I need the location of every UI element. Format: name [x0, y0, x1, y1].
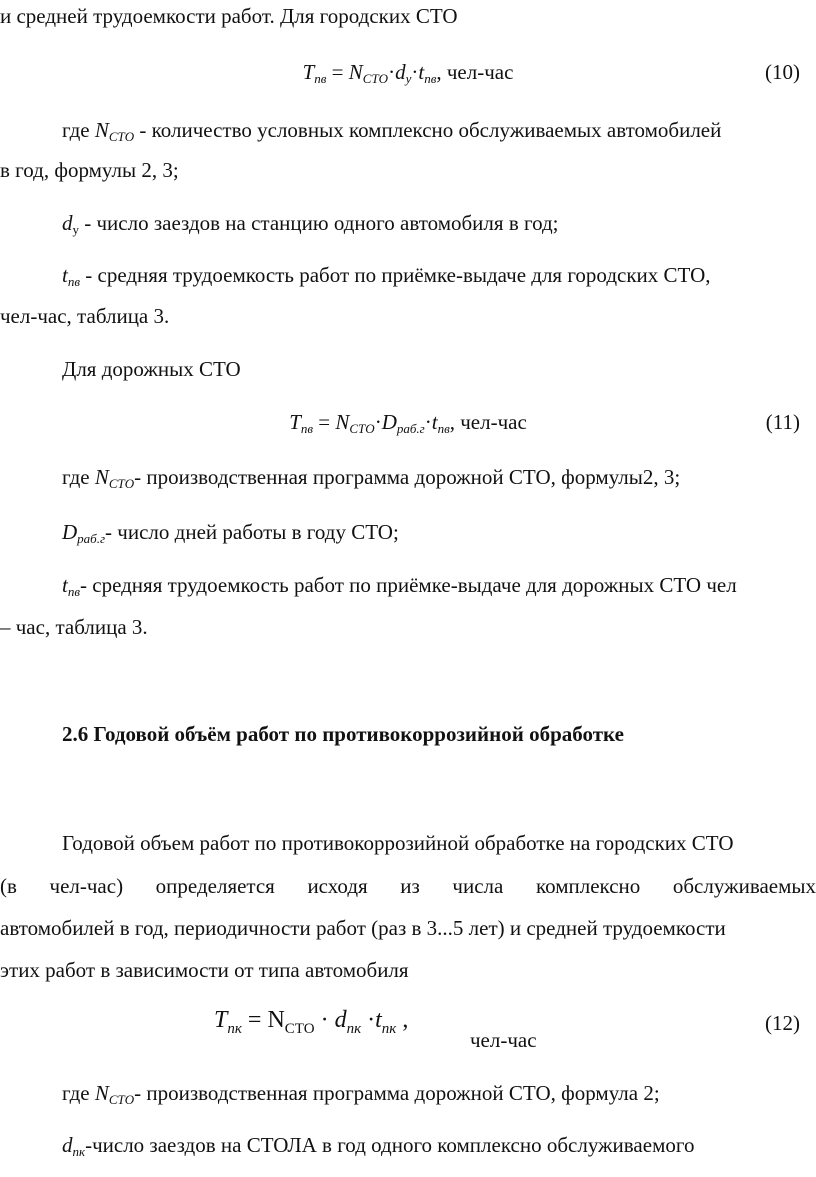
- text-line: чел-час, таблица 3.: [0, 304, 170, 328]
- equation-number: (12): [765, 1011, 800, 1035]
- paragraph-line: этих работ в зависимости от типа автомобиля: [0, 958, 409, 982]
- section-heading: 2.6 Годовой объём работ по противокоррозийной обработке: [62, 722, 624, 746]
- text-line: в год, формулы 2, 3;: [0, 158, 179, 182]
- definition-drab: $D_{раб.г}-$ число дней работы в году СТО;: [62, 520, 399, 546]
- text-line: и средней трудоемкости работ. Для городских СТО: [0, 4, 458, 28]
- definition-tpv: $t_{пв}$ - средняя трудоемкость работ по приёмке-выдаче для городских СТО,: [62, 263, 711, 289]
- definition-dpk: $d_{пк}$-число заездов на СТОЛА в год одного комплексно обслуживаемого: [62, 1133, 695, 1159]
- equation-unit: чел-час: [470, 1028, 537, 1052]
- paragraph-line: автомобилей в год, периодичности работ (раз в 3...5 лет) и средней трудоемкости: [0, 916, 726, 940]
- definition-ncto: где $N_{СТО}-$ производственная программа дорожной СТО, формулы2, 3;: [62, 465, 681, 491]
- equation-number: (10): [765, 60, 800, 84]
- definition-tpv: $t_{пв}-$ средняя трудоемкость работ по приёмке-выдаче для дорожных СТО чел: [62, 573, 737, 599]
- equation-10: $T_{пв} = N_{СТО}\cdot d_у\cdot t_{пв}$, чел-час (10): [302, 60, 800, 86]
- definition-ncto: где $N_{СТО}$ - количество условных комплексно обслуживаемых автомобилей: [62, 118, 722, 144]
- definition-ncto: где $N_{СТО}-$ производственная программа дорожной СТО, формула 2;: [62, 1081, 660, 1107]
- equation-number: (11): [765, 410, 800, 434]
- text-line: Для дорожных СТО: [62, 357, 241, 381]
- equation-11: $T_{пв} = N_{СТО}\cdot D_{раб.г}\cdot t_{пв}$, чел-час (11): [289, 410, 800, 436]
- equation-12: $T_{пк} = N_{СТО} \cdot d_{пк} \cdot t_{пк}$ ,: [214, 1007, 409, 1037]
- definition-dy: $d_у$ - число заездов на станцию одного автомобиля в год;: [62, 211, 559, 237]
- paragraph-line: (в чел-час) определяется исходя из числа комплексно обслуживаемых: [0, 874, 816, 898]
- text-line: – час, таблица 3.: [0, 615, 148, 639]
- paragraph-line: Годовой объем работ по противокоррозийной обработке на городских СТО: [62, 831, 734, 855]
